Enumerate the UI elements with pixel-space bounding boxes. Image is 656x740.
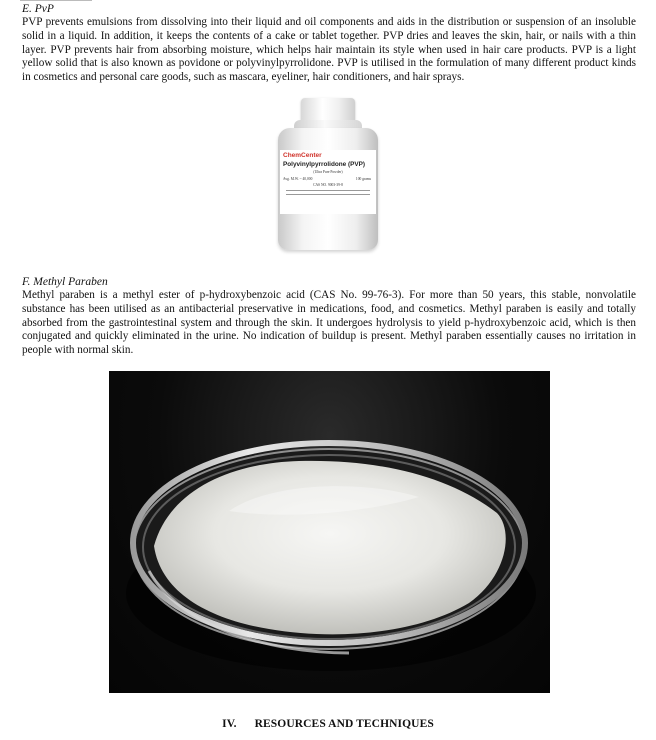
label-cas: CAS NO. 9003-39-8 — [313, 183, 343, 187]
section-number: IV. — [222, 718, 237, 730]
label-fine-print — [286, 194, 370, 195]
top-rule — [20, 0, 92, 1]
label-brand: ChemCenter — [283, 152, 322, 159]
pvp-bottle-image — [276, 98, 380, 252]
section-f-heading: F. Methyl Paraben — [22, 276, 108, 288]
section-f-paragraph: Methyl paraben is a methyl ester of p-hydroxybenzoic acid (CAS No. 99-76-3). For more than 50 years, this stable, nonvolatile substance has been utilised as an antibacterial preservative in medications, food, and cosmetics. Methyl paraben is easily and totally absorbed from the gastrointestinal system and through the skin. It undergoes hydrolysis to yield p-hydroxybenzoic acid, which is then conjugated and quickly eliminated in the urine. No indication of buildup is present. Methyl paraben essentially causes no irritation in people with normal skin. — [22, 289, 636, 357]
label-quantity: 100 grams — [355, 177, 371, 181]
section-iv-title — [0, 718, 656, 730]
label-product: Polyvinylpyrrolidone (PVP) — [283, 161, 366, 168]
label-subtitle: (Ultra Pure Powder) — [313, 170, 343, 174]
bottle-cap — [301, 98, 355, 122]
methyl-paraben-petri-dish-photo — [109, 371, 550, 693]
bottle-label — [280, 150, 376, 214]
label-fine-print — [286, 190, 370, 191]
section-title-text: RESOURCES AND TECHNIQUES — [254, 718, 434, 730]
section-e-heading: E. PvP — [22, 3, 54, 15]
section-e-paragraph: PVP prevents emulsions from dissolving into their liquid and oil components and aids in the distribution or suspension of an insoluble solid in a liquid. In addition, it keeps the contents of a cake or tablet together. PVP dries and leaves the skin, hair, or nails with a thin layer. PVP prevents hair from absorbing moisture, which helps hair maintain its style when used in hair care products. PVP is a light yellow solid that is also known as povidone or polyvinylpyrrolidone. PVP is utilised in the formulation of many different product kinds in cosmetics and personal care goods, such as mascara, eyeliner, hair conditioners, and hair sprays. — [22, 16, 636, 84]
label-molecular-weight: Avg. M.W. ~ 40,000 — [283, 177, 313, 181]
